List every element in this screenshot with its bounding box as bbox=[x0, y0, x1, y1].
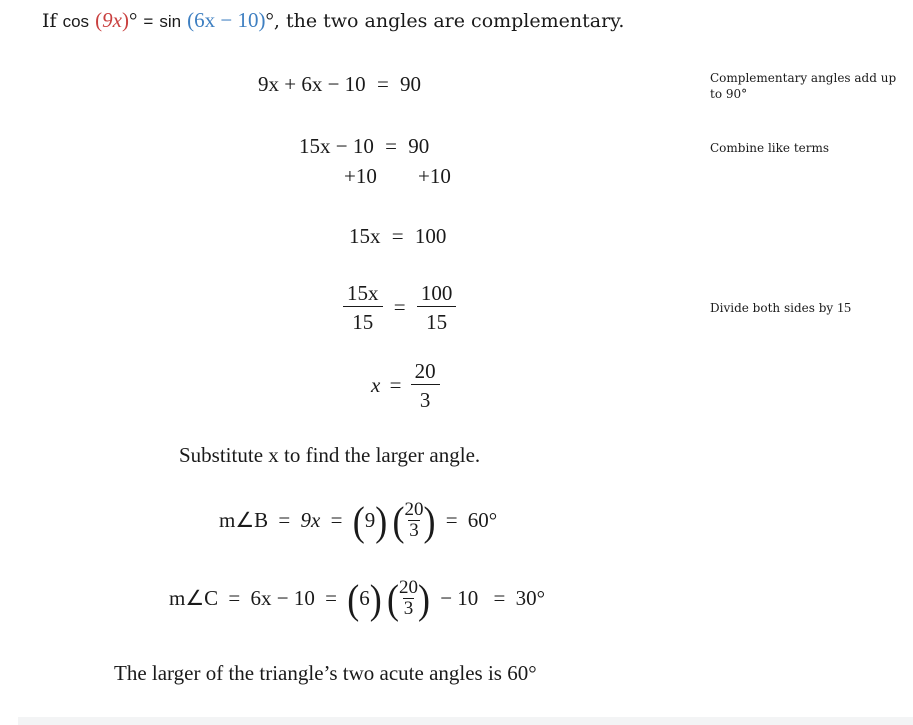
angle-b-expr: 9x bbox=[300, 508, 321, 532]
angle-b-frac-num: 20 bbox=[404, 499, 424, 520]
step-5-note-text: Divide both sides by bbox=[710, 301, 834, 315]
step-5-rel: = bbox=[393, 295, 406, 319]
angle-b-coef: 9 bbox=[364, 508, 376, 532]
angle-c-frac-den: 3 bbox=[403, 598, 414, 619]
cos-label: cos bbox=[62, 12, 90, 31]
angle-c-equation: m∠C = 6x − 10 = (6) ( $\frac{20}{3}$ ) − 10 = 30° bbox=[169, 575, 546, 622]
step-5-note bbox=[710, 300, 851, 317]
step-4-rhs: 100 bbox=[414, 224, 447, 248]
angle-c-minus: − 10 bbox=[440, 586, 479, 610]
step-5-lhs-den: 15 bbox=[352, 310, 374, 334]
step-6-rhs-fraction bbox=[411, 358, 440, 413]
step-5-rhs-den: 15 bbox=[426, 310, 448, 334]
step-6-rhs-num: 20 bbox=[411, 358, 440, 385]
sin-label: sin bbox=[159, 12, 182, 31]
angle-c-result: 30° bbox=[515, 586, 546, 610]
angle-b-equation: m∠B = 9x = (9) ( $\frac{20}{3}$ ) = 60° bbox=[219, 497, 498, 544]
step-6-equation bbox=[371, 358, 440, 413]
step-5-rhs-fraction bbox=[417, 280, 457, 335]
conclusion-sentence: The larger of the triangle’s two acute angles is 60° bbox=[114, 661, 537, 685]
step-5-rhs-num: 100 bbox=[417, 280, 457, 307]
step-1-rel: = bbox=[376, 72, 389, 96]
intro-rest: , the two angles are complementary. bbox=[273, 10, 625, 32]
step-2-equation bbox=[299, 134, 429, 159]
angle-c-label: m∠C bbox=[169, 586, 219, 610]
step-1-rhs: 90 bbox=[400, 72, 422, 96]
angle-b-fraction bbox=[404, 500, 423, 541]
step-4-lhs: 15x bbox=[349, 224, 381, 248]
angle-b-label: m∠B bbox=[219, 508, 269, 532]
angle-c-frac-num: 20 bbox=[398, 577, 418, 598]
intro-if: If bbox=[42, 10, 57, 32]
bottom-panel-edge bbox=[18, 717, 913, 725]
step-1-note: Complementary angles add up to 90° bbox=[710, 71, 897, 101]
step-6-lhs: x bbox=[371, 373, 381, 397]
step-3-add-right: +10 bbox=[418, 164, 451, 188]
substitute-sentence: Substitute x to find the larger angle. bbox=[179, 443, 481, 467]
step-5-equation bbox=[343, 280, 456, 335]
step-1-equation bbox=[258, 72, 421, 97]
degree-mark: ° bbox=[128, 8, 138, 32]
step-1-lhs: 9x + 6x − 10 bbox=[258, 72, 366, 96]
angle-b-result: 60° bbox=[467, 508, 498, 532]
degree-mark: ° bbox=[265, 8, 274, 32]
angle-b-frac-den: 3 bbox=[409, 520, 419, 541]
step-5-lhs-fraction bbox=[343, 280, 383, 335]
step-2-note: Combine like terms bbox=[710, 141, 830, 155]
cos-argument: 9x bbox=[102, 8, 122, 32]
sin-argument: 6x − 10 bbox=[194, 8, 259, 32]
angle-c-coef: 6 bbox=[359, 586, 370, 610]
step-4-rel: = bbox=[391, 224, 404, 248]
step-2-rhs: 90 bbox=[408, 134, 430, 158]
step-2-rel: = bbox=[385, 134, 397, 158]
step-5-note-value: 15 bbox=[837, 301, 851, 316]
step-4-equation bbox=[349, 224, 446, 249]
intro-sentence: If cos (9x)° = sin (6x − 10)°, the two angles are complementary. bbox=[42, 8, 625, 32]
angle-c-fraction bbox=[399, 578, 418, 619]
step-5-lhs-num: 15x bbox=[343, 280, 383, 307]
step-3-add-left: +10 bbox=[344, 164, 377, 188]
step-2-lhs: 15x − 10 bbox=[299, 134, 374, 158]
equals-sign: = bbox=[143, 12, 154, 31]
step-6-rel: = bbox=[389, 373, 402, 397]
angle-c-expr: 6x − 10 bbox=[250, 586, 315, 610]
step-6-rhs-den: 3 bbox=[419, 388, 431, 412]
